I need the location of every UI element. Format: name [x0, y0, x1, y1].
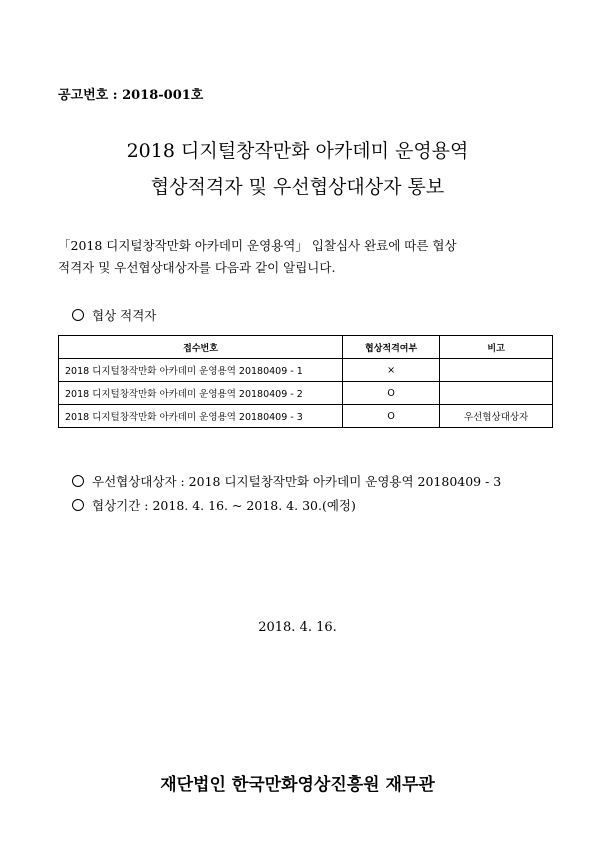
cell-receipt-number: 2018 디지털창작만화 아카데미 운영용역 20180409 - 1	[59, 359, 343, 382]
header-remarks: 비고	[440, 336, 553, 359]
notice-number: 공고번호 : 2018-001호	[58, 88, 204, 103]
qualification-table	[58, 335, 553, 428]
header-qualification: 협상적격여부	[343, 336, 440, 359]
body-paragraph-line2: 적격자 및 우선협상대상자를 다음과 같이 알립니다.	[58, 260, 336, 275]
table-row	[59, 405, 553, 428]
priority-bidder-line	[72, 472, 501, 490]
table-header-row	[59, 336, 553, 359]
cell-qualification: O	[343, 405, 440, 428]
document-title-line2: 협상적격자 및 우선협상대상자 통보	[150, 176, 445, 198]
circle-bullet-icon	[72, 475, 84, 487]
section-heading-text: 협상 적격자	[92, 308, 157, 323]
document-title-line1: 2018 디지털창작만화 아카데미 운영용역	[126, 140, 469, 162]
cell-receipt-number: 2018 디지털창작만화 아카데미 운영용역 20180409 - 2	[59, 382, 343, 405]
cell-qualification: O	[343, 382, 440, 405]
cell-remarks	[440, 382, 553, 405]
header-receipt-number: 접수번호	[59, 336, 343, 359]
circle-bullet-icon	[72, 309, 84, 321]
table-row	[59, 382, 553, 405]
circle-bullet-icon	[72, 499, 84, 511]
priority-bidder-text: 우선협상대상자 : 2018 디지털창작만화 아카데미 운영용역 20180409 - 3	[92, 474, 502, 489]
cell-remarks: 우선협상대상자	[440, 405, 553, 428]
cell-receipt-number: 2018 디지털창작만화 아카데미 운영용역 20180409 - 3	[59, 405, 343, 428]
negotiation-period-text: 협상기간 : 2018. 4. 16. ~ 2018. 4. 30.(예정)	[92, 498, 356, 513]
cell-remarks	[440, 359, 553, 382]
body-paragraph-line1: 「2018 디지털창작만화 아카데미 운영용역」 입찰심사 완료에 따른 협상	[58, 238, 457, 253]
table-row	[59, 359, 553, 382]
cell-qualification: ×	[343, 359, 440, 382]
document-date: 2018. 4. 16.	[258, 620, 337, 635]
negotiation-period-line	[72, 496, 356, 514]
section-heading	[72, 306, 156, 324]
issuing-organization: 재단법인 한국만화영상진흥원 재무관	[160, 775, 435, 795]
